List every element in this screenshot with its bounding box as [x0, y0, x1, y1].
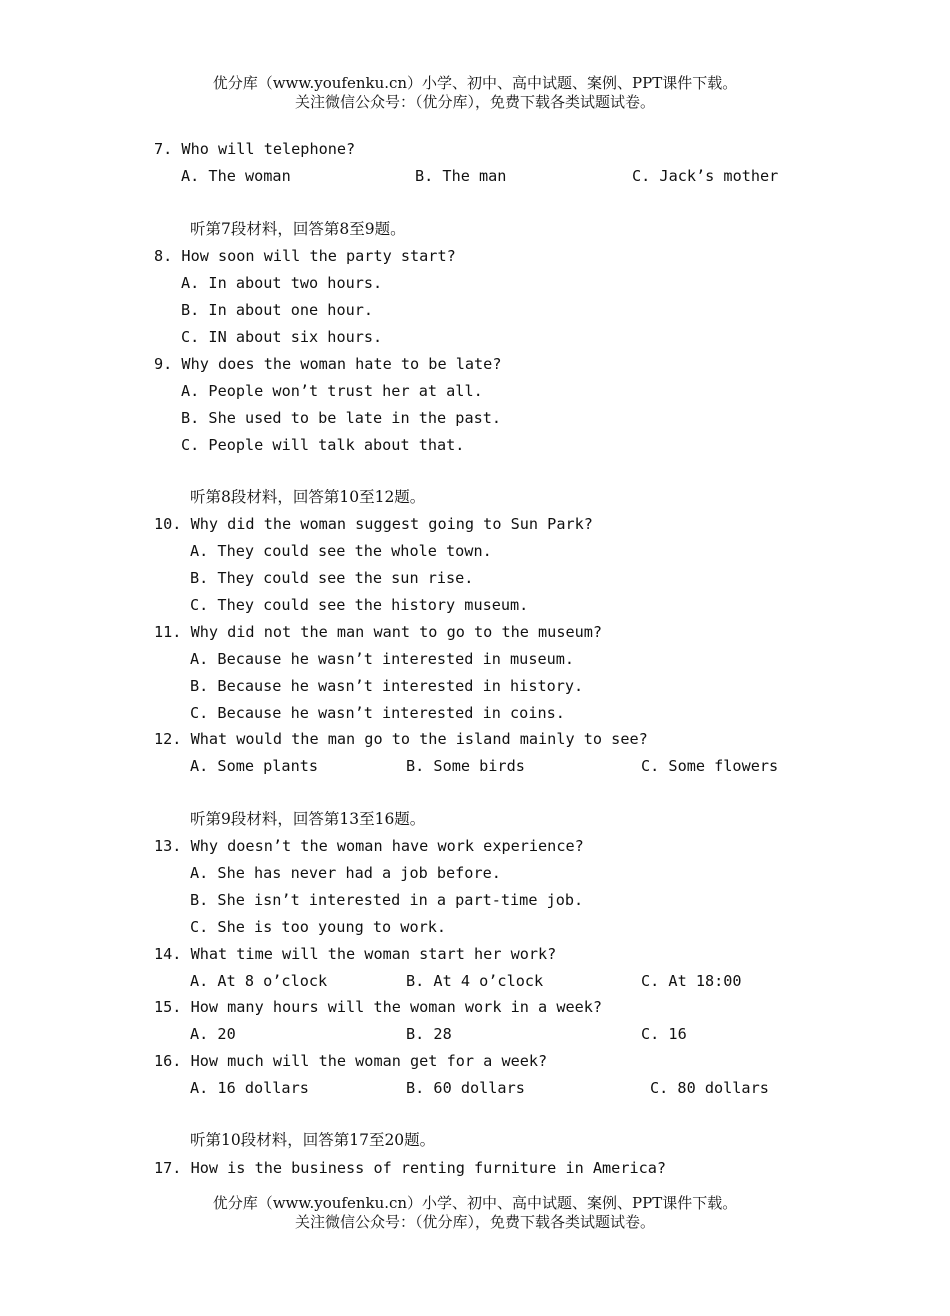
- question-13: 13. Why doesn’t the woman have work experience?: [154, 837, 584, 855]
- q8-option-b: B. In about one hour.: [181, 301, 374, 319]
- q10-option-c: C. They could see the history museum.: [190, 596, 529, 614]
- question-15: 15. How many hours will the woman work in a week?: [154, 998, 603, 1016]
- question-10: 10. Why did the woman suggest going to Sun Park?: [154, 515, 593, 533]
- page-header: [0, 74, 950, 112]
- question-11: 11. Why did not the man want to go to the museum?: [154, 623, 603, 641]
- q12-option-c: C. Some flowers: [641, 757, 779, 775]
- q8-option-a: A. In about two hours.: [181, 274, 383, 292]
- q8-option-c: C. IN about six hours.: [181, 328, 383, 346]
- q9-option-c: C. People will talk about that.: [181, 436, 465, 454]
- q10-option-b: B. They could see the sun rise.: [190, 569, 474, 587]
- section-8-instruction: 听第8段材料，回答第10至12题。: [190, 488, 426, 506]
- q10-option-a: A. They could see the whole town.: [190, 542, 492, 560]
- header-line-1: 优分库（www.youfenku.cn）小学、初中、高中试题、案例、PPT课件下载。: [212, 74, 738, 92]
- question-9: 9. Why does the woman hate to be late?: [154, 355, 502, 373]
- q16-option-c: C. 80 dollars: [650, 1079, 769, 1097]
- page-footer: [0, 1194, 950, 1232]
- question-14: 14. What time will the woman start her work?: [154, 945, 557, 963]
- question-16: 16. How much will the woman get for a week?: [154, 1052, 548, 1070]
- q9-option-a: A. People won’t trust her at all.: [181, 382, 483, 400]
- q11-option-c: C. Because he wasn’t interested in coins.: [190, 704, 565, 722]
- q12-option-b: B. Some birds: [406, 757, 525, 775]
- q16-option-b: B. 60 dollars: [406, 1079, 525, 1097]
- q15-option-c: C. 16: [641, 1025, 687, 1043]
- section-7-instruction: 听第7段材料，回答第8至9题。: [190, 220, 406, 238]
- q16-option-a: A. 16 dollars: [190, 1079, 309, 1097]
- q7-option-c: C. Jack’s mother: [632, 167, 779, 185]
- q12-option-a: A. Some plants: [190, 757, 319, 775]
- section-10-instruction: 听第10段材料，回答第17至20题。: [190, 1131, 436, 1149]
- q15-option-b: B. 28: [406, 1025, 452, 1043]
- question-7: 7. Who will telephone?: [154, 140, 356, 158]
- q15-option-a: A. 20: [190, 1025, 236, 1043]
- question-12: 12. What would the man go to the island mainly to see?: [154, 730, 648, 748]
- question-8: 8. How soon will the party start?: [154, 247, 456, 265]
- q13-option-c: C. She is too young to work.: [190, 918, 447, 936]
- q7-option-a: A. The woman: [181, 167, 291, 185]
- q13-option-a: A. She has never had a job before.: [190, 864, 501, 882]
- q14-option-c: C. At 18:00: [641, 972, 742, 990]
- q13-option-b: B. She isn’t interested in a part-time job.: [190, 891, 584, 909]
- q11-option-b: B. Because he wasn’t interested in history.: [190, 677, 584, 695]
- footer-line-2: 关注微信公众号：（优分库），免费下载各类试题试卷。: [294, 1213, 655, 1231]
- footer-line-1: 优分库（www.youfenku.cn）小学、初中、高中试题、案例、PPT课件下载。: [212, 1194, 738, 1212]
- question-17: 17. How is the business of renting furniture in America?: [154, 1159, 667, 1177]
- q11-option-a: A. Because he wasn’t interested in museum.: [190, 650, 575, 668]
- section-9-instruction: 听第9段材料，回答第13至16题。: [190, 810, 426, 828]
- q7-option-b: B. The man: [415, 167, 507, 185]
- q14-option-a: A. At 8 o’clock: [190, 972, 328, 990]
- q14-option-b: B. At 4 o’clock: [406, 972, 544, 990]
- q9-option-b: B. She used to be late in the past.: [181, 409, 502, 427]
- header-line-2: 关注微信公众号：（优分库），免费下载各类试题试卷。: [294, 93, 655, 111]
